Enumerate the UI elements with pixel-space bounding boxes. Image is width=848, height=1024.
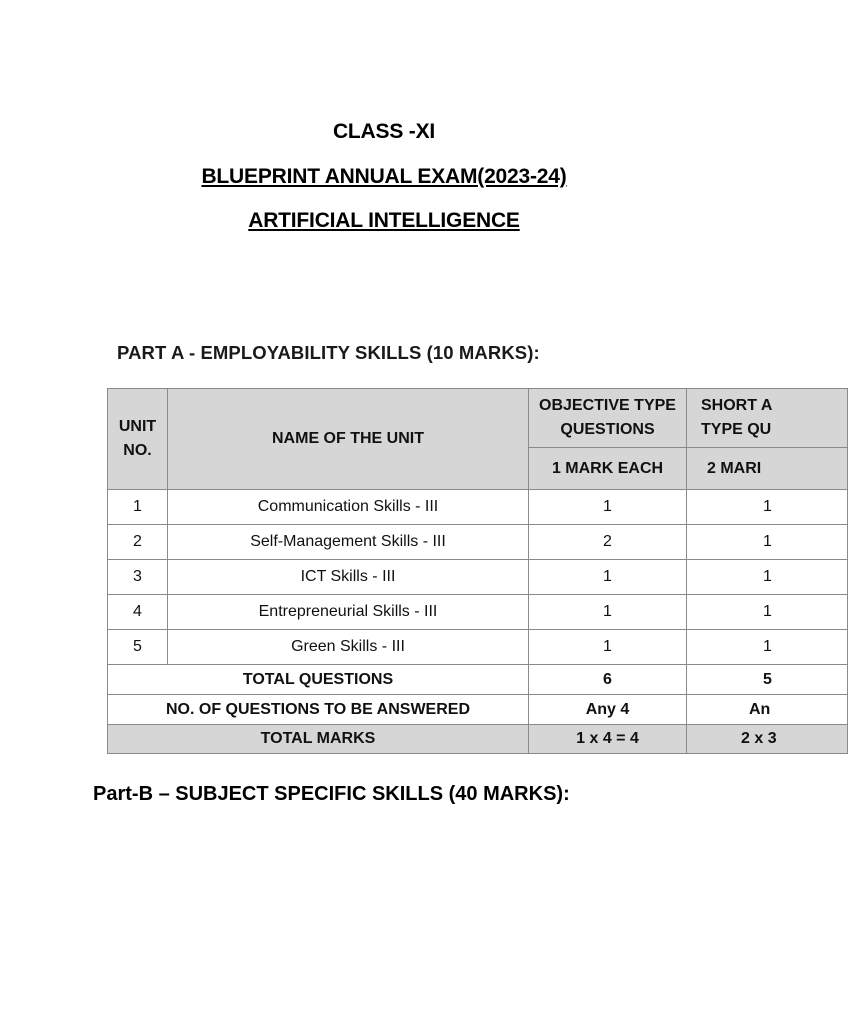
part-a-table: [107, 388, 848, 754]
questions-answered-row: [108, 695, 848, 725]
unit-no: 2: [108, 525, 168, 560]
unit-short: 1: [687, 525, 848, 560]
unit-no: 4: [108, 595, 168, 630]
header-unit-no-label: UNIT NO.: [118, 418, 157, 459]
table-header-row: [108, 389, 848, 448]
unit-short: 1: [687, 630, 848, 665]
subject-title: ARTIFICIAL INTELLIGENCE: [248, 209, 520, 232]
total-questions-row: [108, 665, 848, 695]
unit-no: 5: [108, 630, 168, 665]
total-marks-short: 2 x 3: [687, 725, 848, 754]
table-row: [108, 490, 848, 525]
total-questions-objective: 6: [529, 665, 687, 695]
unit-name: Entrepreneurial Skills - III: [168, 595, 529, 630]
part-a-table-container: [107, 388, 777, 758]
class-title: CLASS -XI: [332, 120, 436, 143]
unit-no: 1: [108, 490, 168, 525]
unit-objective: 2: [529, 525, 687, 560]
table-row: [108, 630, 848, 665]
unit-name: Self-Management Skills - III: [168, 525, 529, 560]
questions-answered-objective: Any 4: [529, 695, 687, 725]
header-objective-marks: 1 MARK EACH: [529, 448, 687, 490]
blueprint-title: BLUEPRINT ANNUAL EXAM(2023-24): [201, 165, 567, 188]
total-questions-short: 5: [687, 665, 848, 695]
questions-answered-label: NO. OF QUESTIONS TO BE ANSWERED: [108, 695, 529, 725]
table-row: [108, 560, 848, 595]
header-unit-no: [108, 389, 168, 490]
total-marks-row: [108, 725, 848, 754]
unit-objective: 1: [529, 595, 687, 630]
unit-name: Green Skills - III: [168, 630, 529, 665]
part-b-heading: Part-B – SUBJECT SPECIFIC SKILLS (40 MARKS):: [93, 783, 570, 805]
header-short-marks: 2 MARI: [687, 448, 848, 490]
unit-objective: 1: [529, 630, 687, 665]
unit-short: 1: [687, 490, 848, 525]
header-objective-label: OBJECTIVE TYPE QUESTIONS: [539, 397, 676, 438]
total-marks-objective: 1 x 4 = 4: [529, 725, 687, 754]
header-objective: [529, 389, 687, 448]
part-a-heading: PART A - EMPLOYABILITY SKILLS (10 MARKS):: [117, 342, 540, 363]
table-row: [108, 525, 848, 560]
unit-objective: 1: [529, 560, 687, 595]
total-questions-label: TOTAL QUESTIONS: [108, 665, 529, 695]
header-short: [687, 389, 848, 448]
unit-short: 1: [687, 560, 848, 595]
table-row: [108, 595, 848, 630]
unit-short: 1: [687, 595, 848, 630]
unit-no: 3: [108, 560, 168, 595]
header-unit-name: NAME OF THE UNIT: [168, 389, 529, 490]
unit-name: ICT Skills - III: [168, 560, 529, 595]
total-marks-label: TOTAL MARKS: [108, 725, 529, 754]
header-short-label: SHORT A TYPE QU: [701, 397, 772, 438]
unit-name: Communication Skills - III: [168, 490, 529, 525]
unit-objective: 1: [529, 490, 687, 525]
questions-answered-short: An: [687, 695, 848, 725]
